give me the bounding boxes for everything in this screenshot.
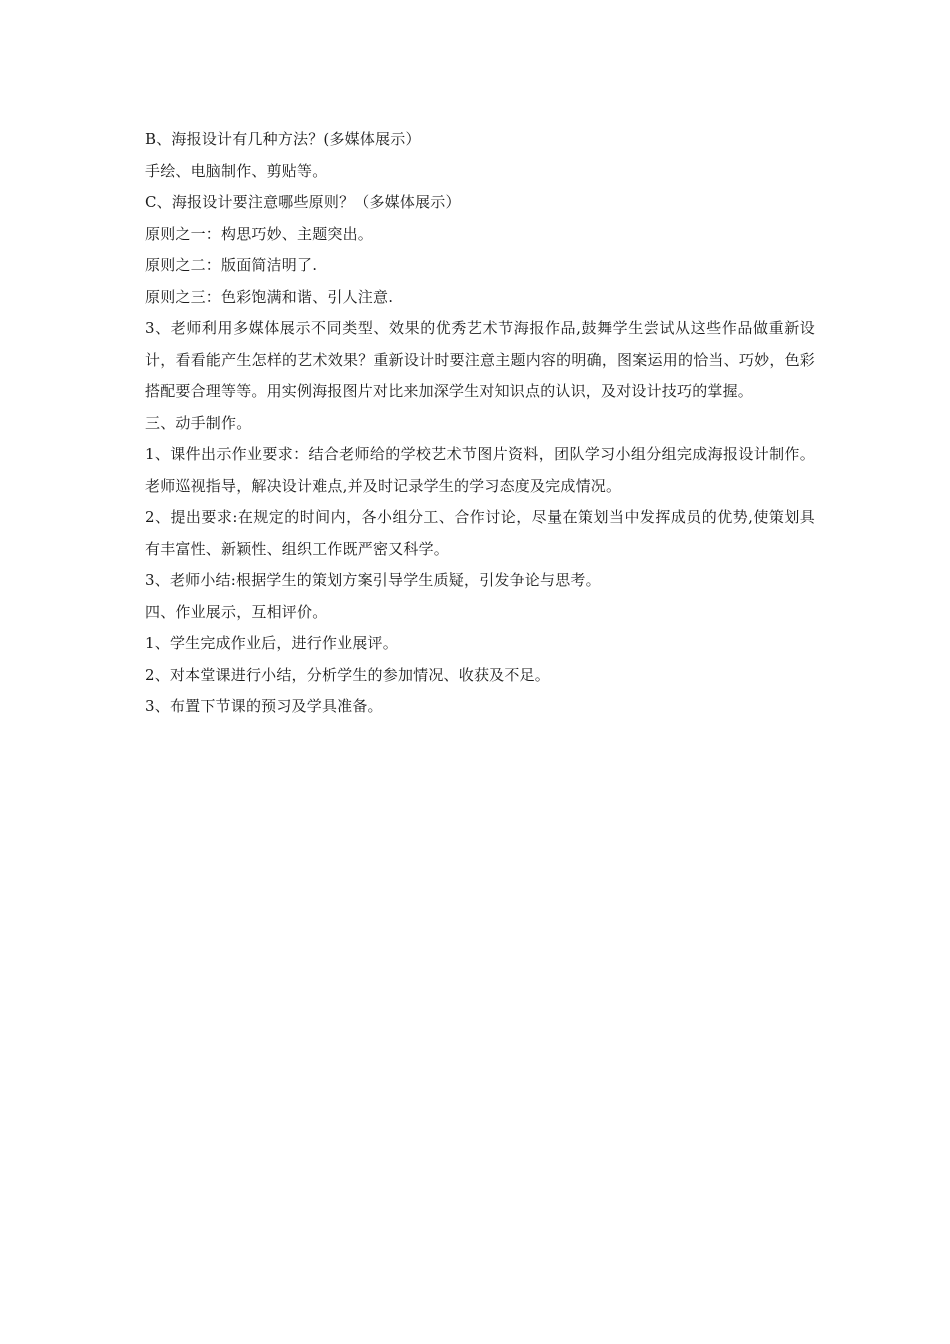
answer-b: 手绘、电脑制作、剪贴等。 <box>145 161 328 180</box>
principle-3: 原则之三：色彩饱满和谐、引人注意. <box>145 287 394 306</box>
question-b: B、海报设计有几种方法？(多媒体展示） <box>145 130 421 148</box>
principle-2: 原则之二：版面简洁明了. <box>145 256 318 274</box>
document-body <box>145 124 815 723</box>
section-heading-hands-on: 三、动手制作。 <box>145 413 252 432</box>
hands-on-item-3: 3、老师小结:根据学生的策划方案引导学生质疑，引发争论与思考。 <box>145 571 601 589</box>
principle-1: 原则之一：构思巧妙、主题突出。 <box>145 224 374 243</box>
question-c: C、海报设计要注意哪些原则？（多媒体展示） <box>145 193 461 211</box>
showcase-item-3: 3、布置下节课的预习及学具准备。 <box>145 697 383 715</box>
hands-on-item-2: 2、提出要求:在规定的时间内，各小组分工、合作讨论，尽量在策划当中发挥成员的优势,使策划具有丰富性、新颖性、组织工作既严密又科学。 <box>145 508 815 558</box>
paragraph-teacher-showcase: 3、老师利用多媒体展示不同类型、效果的优秀艺术节海报作品,鼓舞学生尝试从这些作品做重新设计，看看能产生怎样的艺术效果？重新设计时要注意主题内容的明确，图案运用的恰当、巧妙，色彩搭配要合理等等。用实例海报图片对比来加深学生对知识点的认识，及对设计技巧的掌握。 <box>145 319 815 400</box>
showcase-item-1: 1、学生完成作业后，进行作业展评。 <box>145 634 398 652</box>
showcase-item-2: 2、对本堂课进行小结，分析学生的参加情况、收获及不足。 <box>145 665 550 684</box>
hands-on-item-1: 1、课件出示作业要求：结合老师给的学校艺术节图片资料，团队学习小组分组完成海报设计制作。老师巡视指导，解决设计难点,并及时记录学生的学习态度及完成情况。 <box>145 445 815 495</box>
section-heading-showcase: 四、作业展示，互相评价。 <box>145 602 328 621</box>
